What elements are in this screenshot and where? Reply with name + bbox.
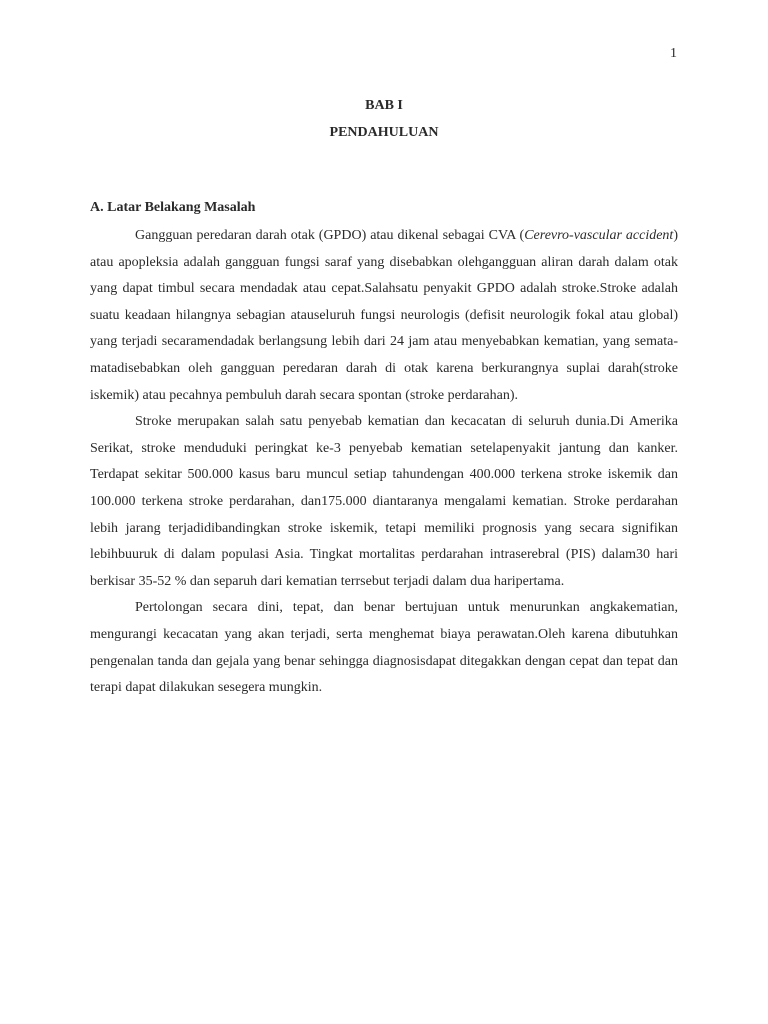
paragraph-1-italic-term: Cerevro-vascular accident: [524, 228, 674, 243]
section-heading: A. Latar Belakang Masalah: [90, 200, 256, 215]
chapter-label: BAB I: [365, 98, 403, 113]
body-text: [90, 223, 678, 702]
paragraph-1-text-a: Gangguan peredaran darah otak (GPDO) atau dikenal sebagai CVA (: [135, 228, 525, 243]
paragraph-3: Pertolongan secara dini, tepat, dan benar bertujuan untuk menurunkan angkakematian, mengurangi kecacatan yang akan terjadi, serta menghemat biaya perawatan.Oleh karena dibutuhkan pengenalan tanda dan gejala yang benar sehingga diagnosisdapat ditegakkan dengan cepat dan tepat dan terapi dapat dilakukan sesegera mungkin.: [90, 600, 678, 696]
chapter-heading: [0, 92, 768, 146]
chapter-title: PENDAHULUAN: [329, 125, 439, 140]
paragraph-2: Stroke merupakan salah satu penyebab kematian dan kecacatan di seluruh dunia.Di Amerika Serikat, stroke menduduki peringkat ke-3 penyebab kematian setelapenyakit jantung dan kanker. Terdapat sekitar 500.000 kasus baru muncul setiap tahundengan 400.000 terkena stroke iskemik dan 100.000 terkena stroke perdarahan, dan175.000 diantaranya mengalami kematian. Stroke perdarahan lebih jarang terjadidibandingkan stroke iskemik, tetapi memiliki prognosis yang secara signifikan lebihbuuruk di dalam populasi Asia. Tingkat mortalitas perdarahan intraserebral (PIS) dalam30 hari berkisar 35-52 % dan separuh dari kematian terrsebut terjadi dalam dua haripertama.: [90, 414, 678, 589]
paragraph-1-text-b: ) atau apopleksia adalah gangguan fungsi saraf yang disebabkan olehgangguan aliran darah dalam otak yang dapat timbul secara mendadak atau cepat.Salahsatu penyakit GPDO adalah stroke.Stroke adalah suatu keadaan hilangnya sebagian atauseluruh fungsi neurologis (defisit neurologik fokal atau global) yang terjadi secaramendadak berlangsung lebih dari 24 jam atau menyebabkan kematian, yang semata-matadisebabkan oleh gangguan peredaran darah di otak karena berkurangnya suplai darah(stroke iskemik) atau pecahnya pembuluh darah secara spontan (stroke perdarahan).: [90, 228, 678, 403]
page-number: 1: [670, 46, 677, 61]
paragraph-1: [90, 223, 678, 409]
